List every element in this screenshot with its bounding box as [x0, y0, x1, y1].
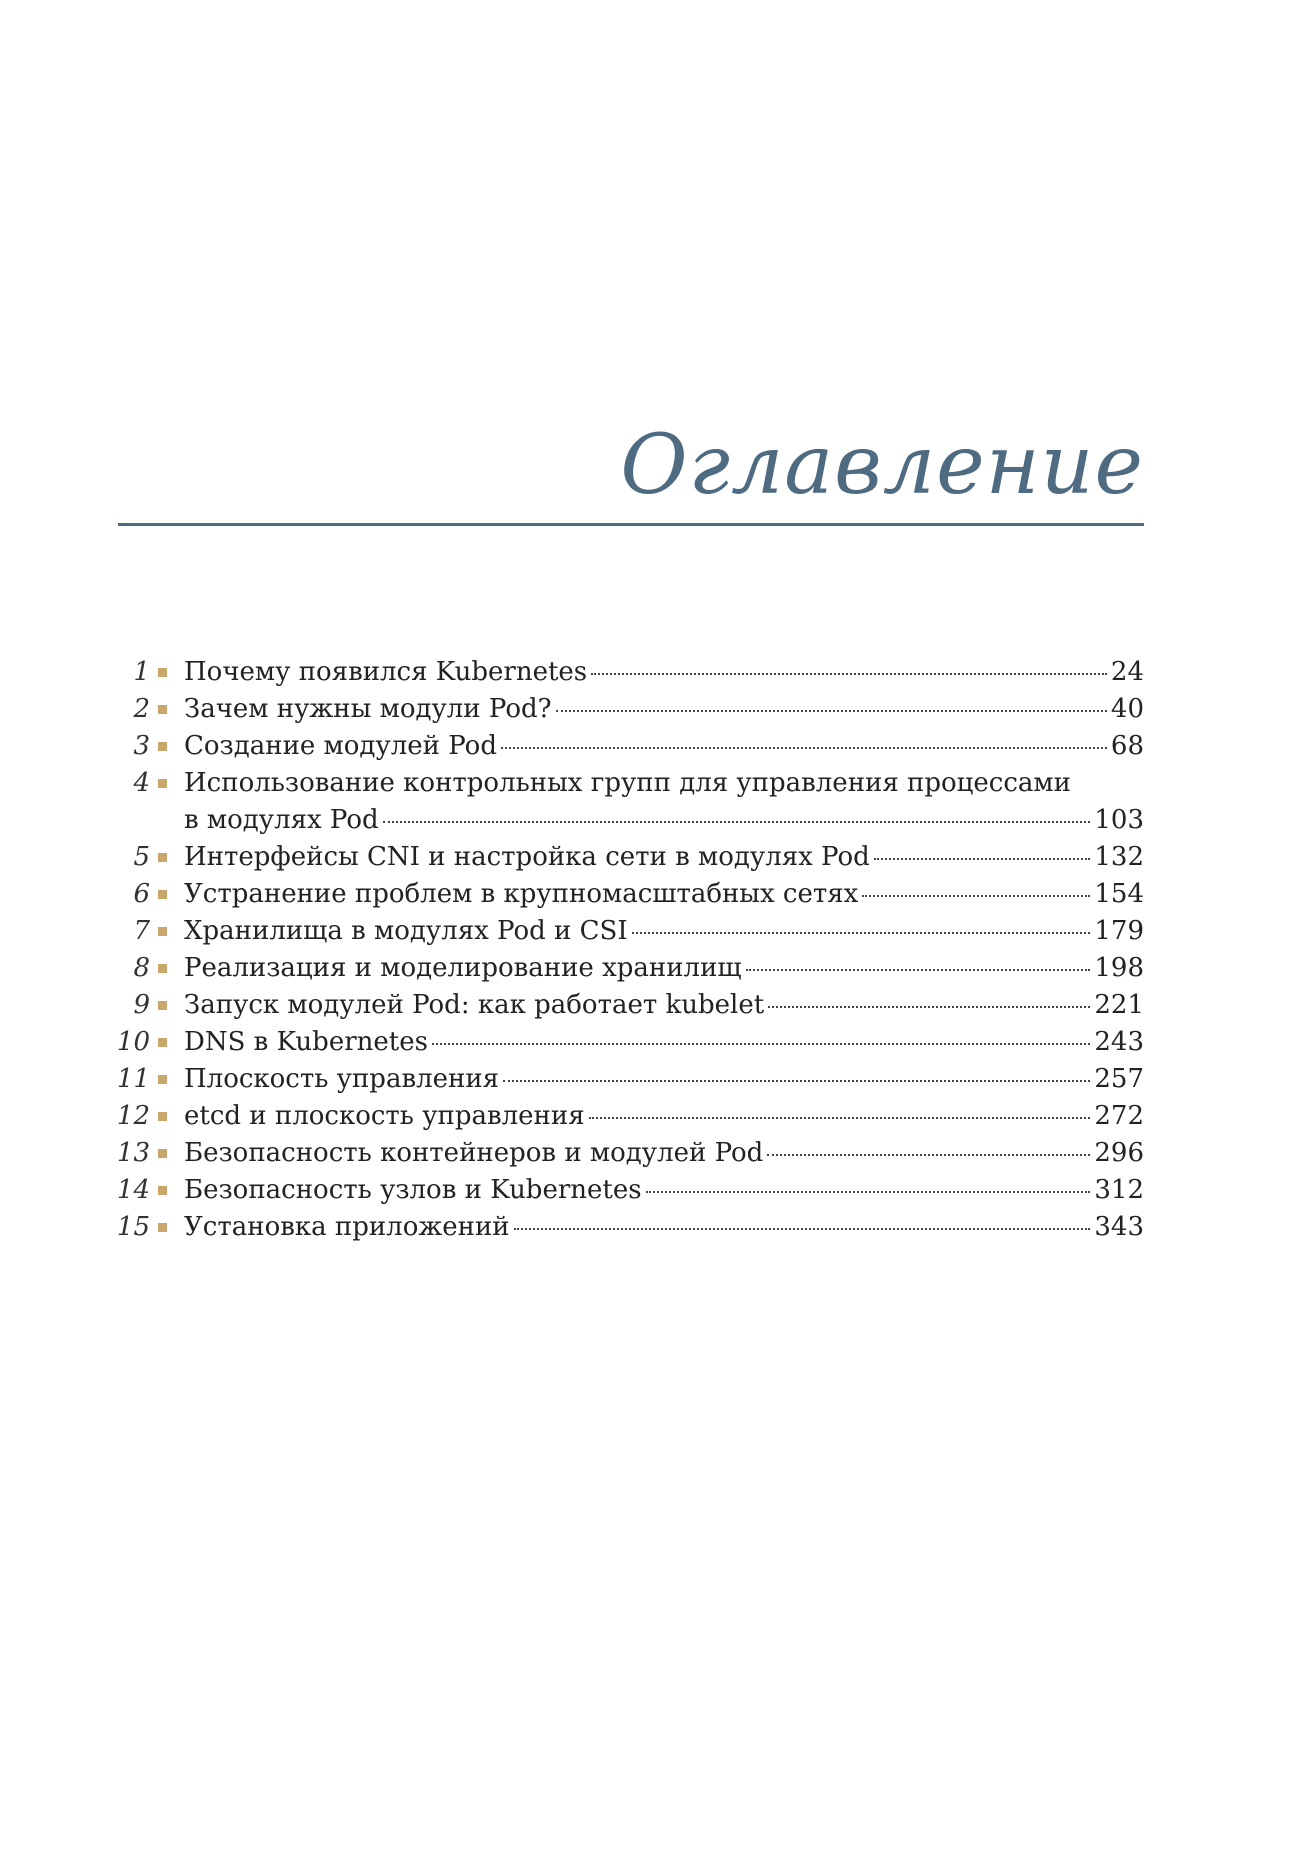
chapter-title-line-1: Использование контрольных групп для управления процессами [184, 768, 1071, 798]
chapter-number: 14 [116, 1175, 150, 1205]
page-number: 68 [1110, 731, 1144, 761]
page-number: 312 [1094, 1175, 1144, 1205]
dot-leader [556, 710, 1107, 712]
dot-leader [632, 932, 1091, 934]
dot-leader [432, 1043, 1090, 1045]
page-number: 24 [1110, 657, 1144, 687]
chapter-number: 2 [133, 694, 150, 724]
chapter-number: 12 [116, 1101, 150, 1131]
page-number: 343 [1094, 1212, 1144, 1242]
dot-leader [767, 1154, 1090, 1156]
bullet-icon [158, 964, 167, 973]
page-number: 40 [1110, 694, 1144, 724]
chapter-title: DNS в Kubernetes [184, 1027, 428, 1057]
chapter-title: Плоскость управления [184, 1064, 500, 1094]
page-number: 154 [1094, 879, 1144, 909]
chapter-number: 1 [133, 657, 150, 687]
toc-entry[interactable] [0, 839, 1299, 876]
page-title: Оглавление [620, 418, 1144, 513]
toc-entry[interactable] [0, 728, 1299, 765]
bullet-icon [158, 1186, 167, 1195]
bullet-icon [158, 927, 167, 936]
bullet-icon [158, 705, 167, 714]
chapter-title: Безопасность контейнеров и модулей Pod [184, 1138, 764, 1168]
toc-entry[interactable] [0, 1061, 1299, 1098]
bullet-icon [158, 1075, 167, 1084]
dot-leader [862, 895, 1090, 897]
page-number: 198 [1094, 953, 1144, 983]
chapter-number: 5 [133, 842, 150, 872]
chapter-title: Хранилища в модулях Pod и CSI [184, 916, 628, 946]
toc-entry[interactable] [0, 765, 1299, 839]
toc-entry[interactable] [0, 1209, 1299, 1246]
toc-entry[interactable] [0, 1024, 1299, 1061]
chapter-title: Реализация и моделирование хранилищ [184, 953, 742, 983]
toc-entry[interactable] [0, 1172, 1299, 1209]
chapter-number: 3 [133, 731, 150, 761]
bullet-icon [158, 742, 167, 751]
table-of-contents [0, 654, 1299, 1246]
chapter-title: Безопасность узлов и Kubernetes [184, 1175, 642, 1205]
dot-leader [591, 673, 1107, 675]
chapter-title-line-2: в модулях Pod [184, 805, 379, 835]
bullet-icon [158, 1038, 167, 1047]
dot-leader [503, 1080, 1090, 1082]
page-number: 103 [1094, 805, 1144, 835]
page-number: 296 [1094, 1138, 1144, 1168]
toc-entry[interactable] [0, 1135, 1299, 1172]
dot-leader [501, 747, 1107, 749]
bullet-icon [158, 1001, 167, 1010]
toc-entry[interactable] [0, 987, 1299, 1024]
chapter-number: 11 [116, 1064, 150, 1094]
dot-leader [768, 1006, 1090, 1008]
dot-leader [646, 1191, 1091, 1193]
page-number: 221 [1094, 990, 1144, 1020]
chapter-title: Установка приложений [184, 1212, 510, 1242]
dot-leader [589, 1117, 1091, 1119]
chapter-title: Запуск модулей Pod: как работает kubelet [184, 990, 765, 1020]
dot-leader [514, 1228, 1091, 1230]
page-number: 243 [1094, 1027, 1144, 1057]
chapter-title: Устранение проблем в крупномасштабных сетях [184, 879, 859, 909]
toc-entry[interactable] [0, 876, 1299, 913]
chapter-title: Интерфейсы CNI и настройка сети в модулях Pod [184, 842, 870, 872]
chapter-number: 7 [133, 916, 150, 946]
bullet-icon [158, 779, 167, 788]
toc-entry[interactable] [0, 691, 1299, 728]
bullet-icon [158, 668, 167, 677]
toc-entry[interactable] [0, 913, 1299, 950]
chapter-number: 8 [133, 953, 150, 983]
dot-leader [383, 821, 1091, 823]
chapter-title: Зачем нужны модули Pod? [184, 694, 552, 724]
toc-entry[interactable] [0, 950, 1299, 987]
chapter-number: 10 [116, 1027, 150, 1057]
page-number: 272 [1094, 1101, 1144, 1131]
bullet-icon [158, 1149, 167, 1158]
chapter-title: Почему появился Kubernetes [184, 657, 588, 687]
bullet-icon [158, 1223, 167, 1232]
bullet-icon [158, 890, 167, 899]
chapter-title: etcd и плоскость управления [184, 1101, 585, 1131]
page-number: 179 [1094, 916, 1144, 946]
dot-leader [874, 858, 1091, 860]
chapter-number: 15 [116, 1212, 150, 1242]
chapter-number: 13 [116, 1138, 150, 1168]
bullet-icon [158, 853, 167, 862]
chapter-title: Создание модулей Pod [184, 731, 497, 761]
chapter-number: 9 [133, 990, 150, 1020]
page-number: 257 [1094, 1064, 1144, 1094]
bullet-icon [158, 1112, 167, 1121]
title-divider [118, 523, 1144, 526]
toc-entry[interactable] [0, 654, 1299, 691]
toc-entry[interactable] [0, 1098, 1299, 1135]
page-number: 132 [1094, 842, 1144, 872]
chapter-number: 4 [133, 768, 150, 798]
chapter-number: 6 [133, 879, 150, 909]
dot-leader [746, 969, 1091, 971]
